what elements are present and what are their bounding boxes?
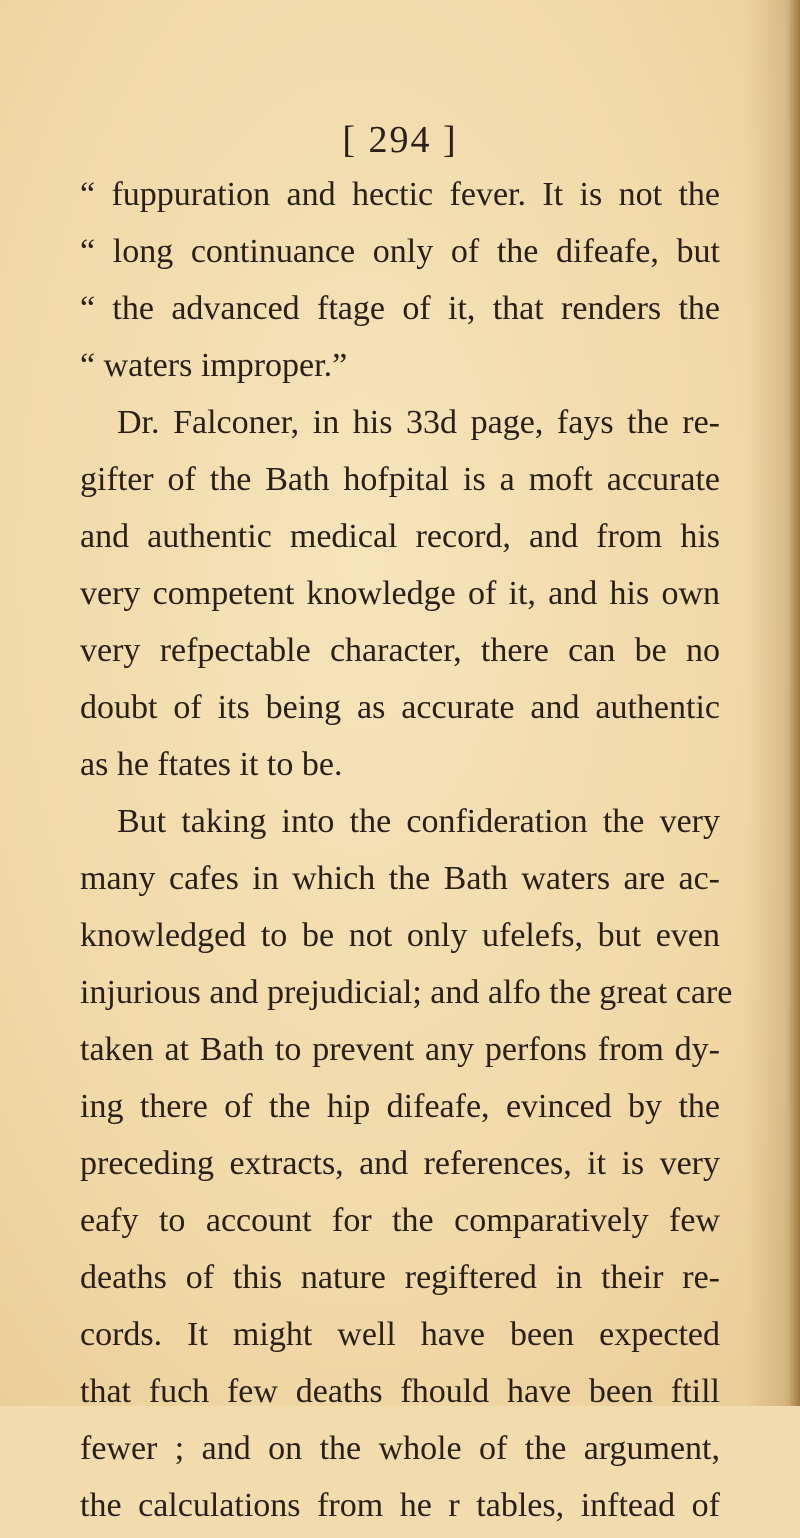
text-line: But taking into the confideration the very (117, 803, 720, 840)
text-line: and authentic medical record, and from his (80, 518, 720, 555)
text-line: very refpectable character, there can be no (80, 632, 720, 669)
text-line: cords. It might well have been expected (80, 1316, 720, 1353)
text-line: “ the advanced ftage of it, that renders the (80, 290, 720, 327)
text-line: very competent knowledge of it, and his own (80, 575, 720, 612)
text-line: “ long continuance only of the difeafe, but (80, 233, 720, 270)
text-line: doubt of its being as accurate and authentic (80, 689, 720, 726)
text-line: taken at Bath to prevent any perfons from dy- (80, 1031, 720, 1068)
text-line: ing there of the hip difeafe, evinced by the (80, 1088, 720, 1125)
text-line: deaths of this nature regiftered in their re- (80, 1259, 720, 1296)
text-line: that fuch few deaths fhould have been ftill (80, 1373, 720, 1410)
text-line: eafy to account for the comparatively few (80, 1202, 720, 1239)
text-line: “ fuppuration and hectic fever. It is not the (80, 176, 720, 213)
text-line: preceding extracts, and references, it is very (80, 1145, 720, 1182)
body-text (80, 170, 733, 1538)
text-line: injurious and prejudicial; and alfo the great care (80, 974, 733, 1011)
page-number-header: [ 294 ] (342, 119, 458, 161)
text-line: many cafes in which the Bath waters are ac- (80, 860, 720, 897)
text-line: the calculations from he r tables, inftead of (80, 1487, 720, 1524)
text-line: as he ftates it to be. (80, 746, 343, 783)
text-line: fewer ; and on the whole of the argument, (80, 1430, 720, 1467)
text-line: “ waters improper.” (80, 347, 348, 384)
text-line: Dr. Falconer, in his 33d page, fays the re- (117, 404, 720, 441)
text-line: knowledged to be not only ufelefs, but even (80, 917, 720, 954)
page-edge (790, 0, 800, 1406)
text-line: gifter of the Bath hofpital is a moft accurate (80, 461, 720, 498)
